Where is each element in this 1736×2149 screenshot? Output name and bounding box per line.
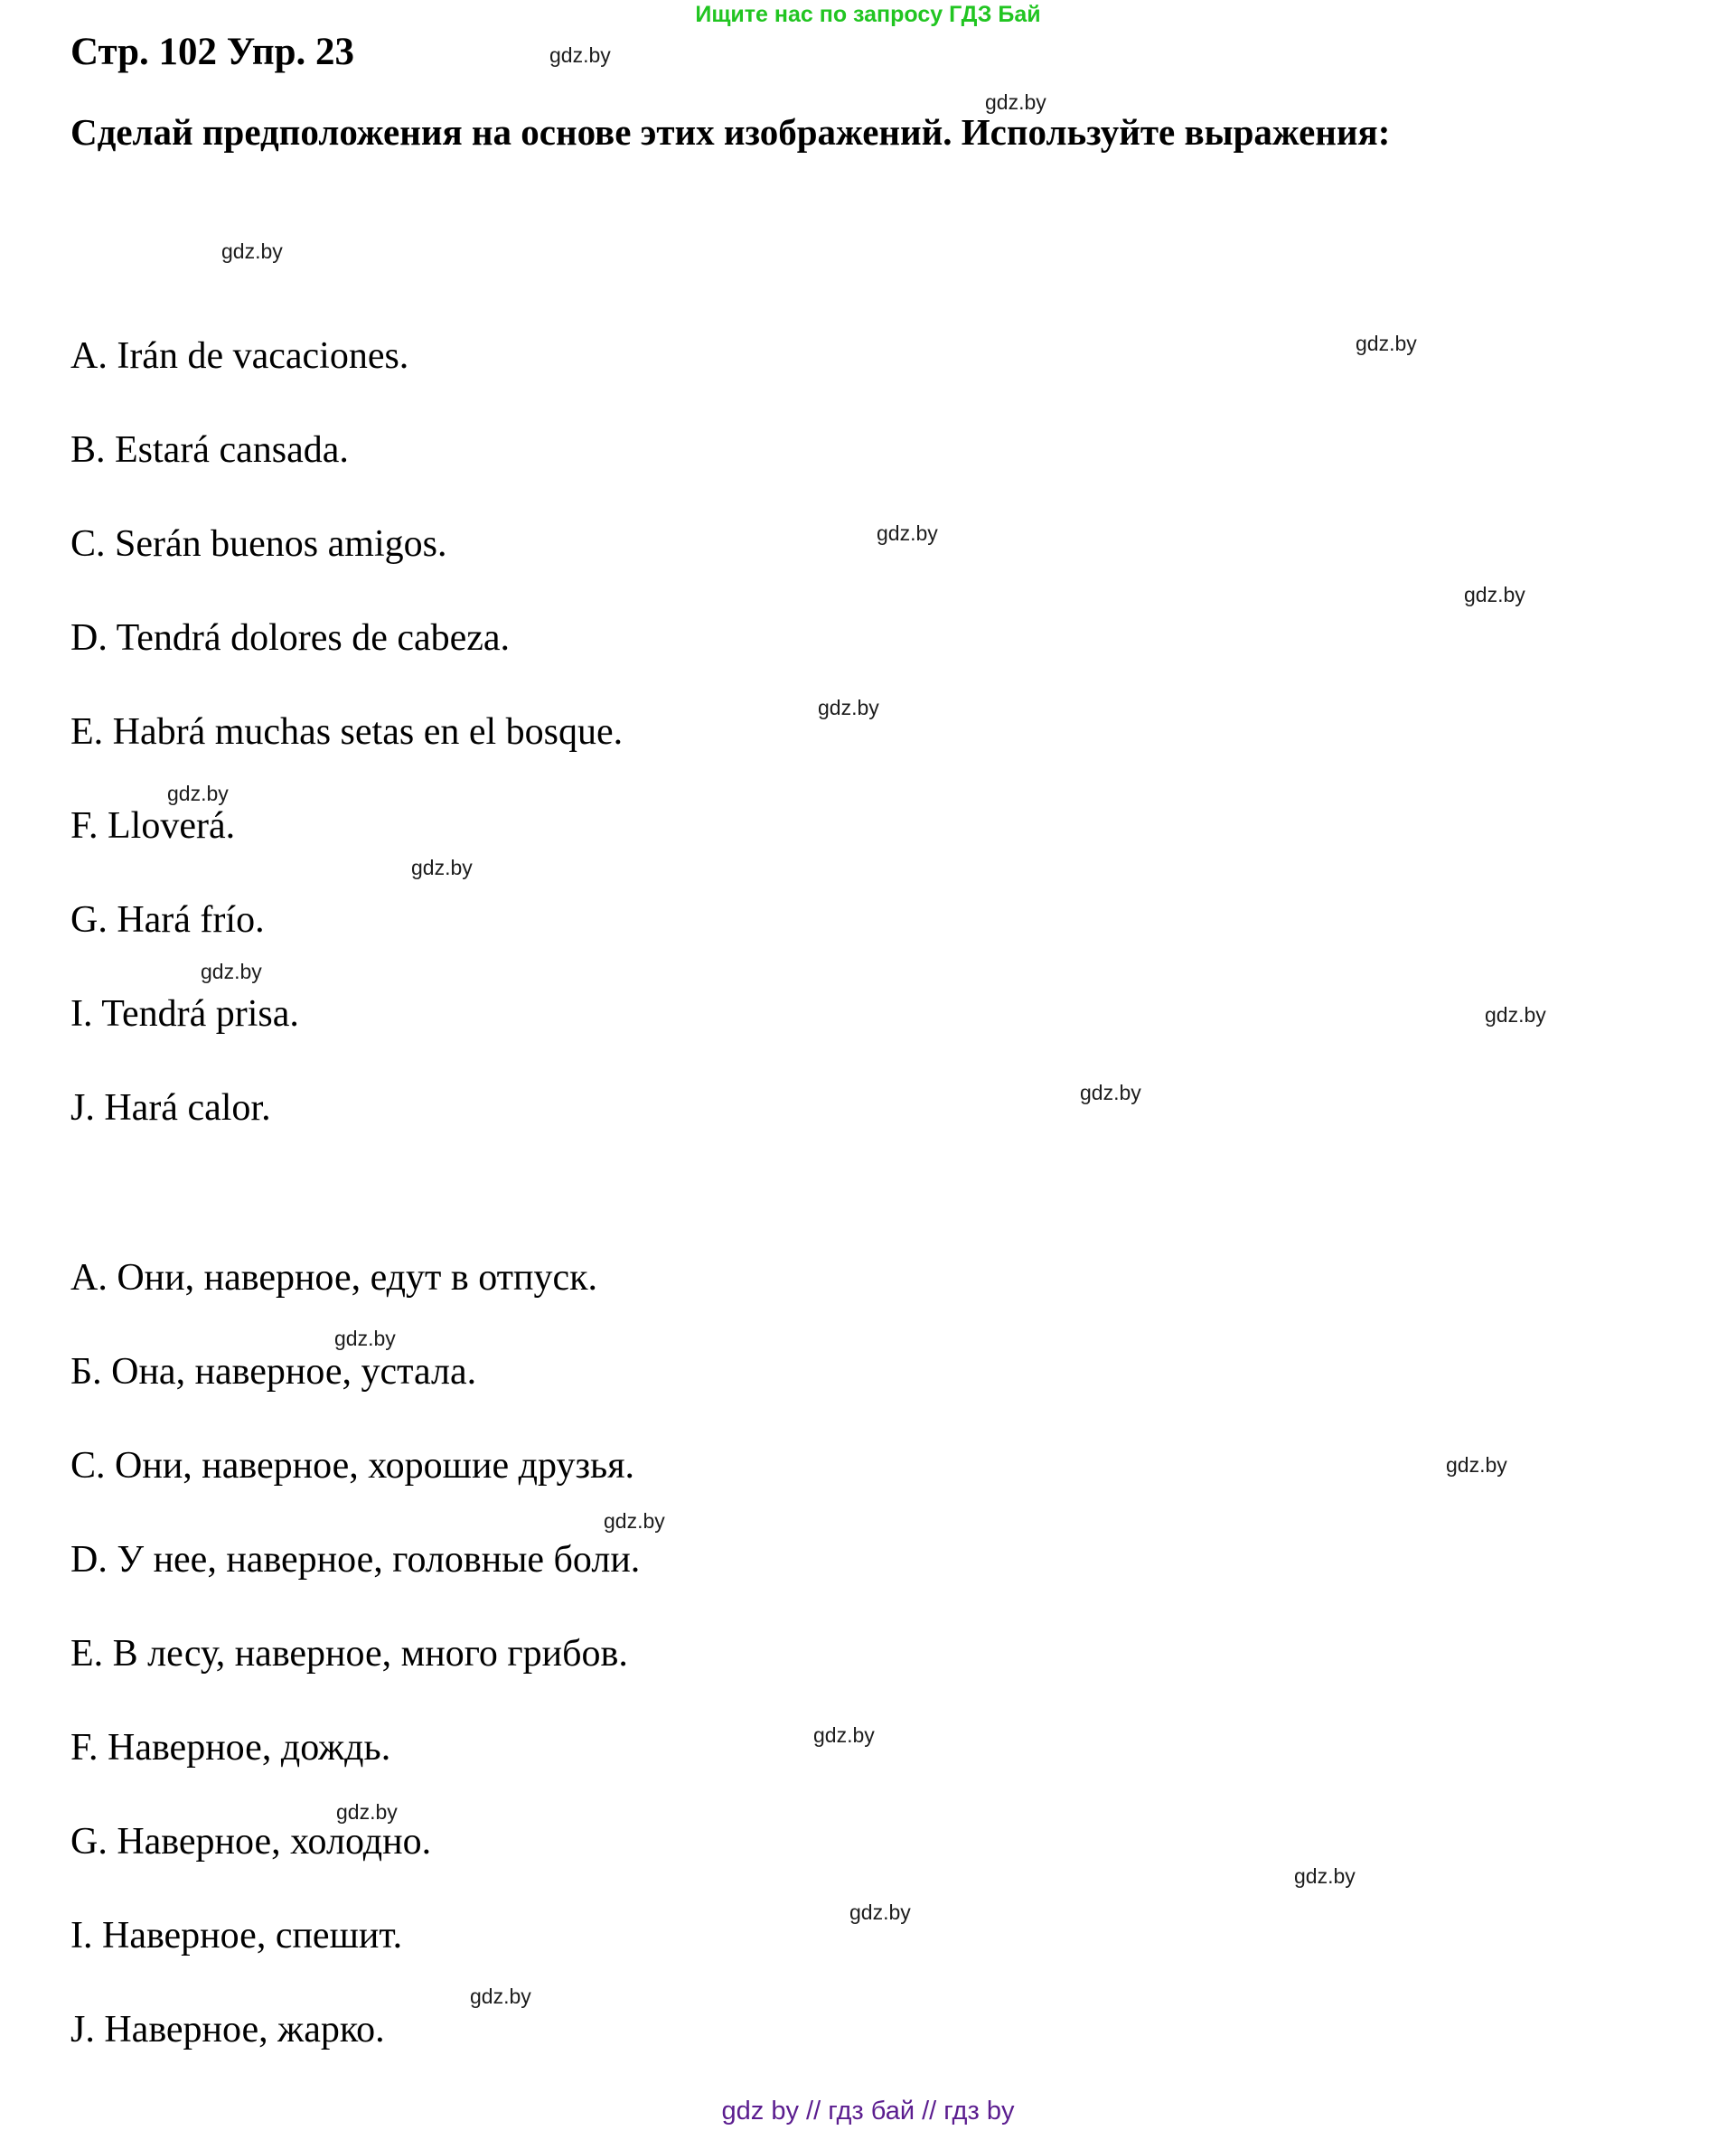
promo-banner: Ищите нас по запросу ГДЗ Бай [695, 2, 1041, 27]
list-item: J. Hará calor. [70, 1087, 271, 1129]
watermark-stamp: gdz.by [201, 960, 262, 983]
watermark-stamp: gdz.by [221, 239, 283, 263]
list-item: E. Habrá muchas setas en el bosque. [70, 711, 624, 753]
watermark-stamp: gdz.by [1446, 1453, 1507, 1477]
watermark-stamp: gdz.by [549, 43, 611, 67]
list-item: J. Наверное, жарко. [70, 2009, 385, 2050]
list-item: G. Hará frío. [70, 899, 265, 941]
list-item: D. Tendrá dolores de cabeza. [70, 617, 511, 659]
task-instruction: Сделай предположения на основе этих изображений. Используйте выражения: [70, 111, 1391, 153]
watermark-stamp: gdz.by [1485, 1003, 1546, 1027]
list-item: D. У нее, наверное, головные боли. [70, 1539, 641, 1581]
list-item: I. Tendrá prisa. [70, 993, 299, 1035]
watermark-stamp: gdz.by [1080, 1081, 1141, 1104]
watermark-stamp: gdz.by [336, 1800, 398, 1824]
list-item: F. Наверное, дождь. [70, 1727, 391, 1769]
watermark-stamp: gdz.by [1356, 332, 1417, 355]
watermark-stamp: gdz.by [1294, 1864, 1356, 1888]
footer-brand: gdz by // гдз бай // гдз by [721, 2097, 1015, 2126]
watermark-stamp: gdz.by [411, 856, 473, 879]
watermark-stamp: gdz.by [985, 90, 1046, 114]
watermark-stamp: gdz.by [604, 1509, 665, 1533]
list-item: A. Irán de vacaciones. [70, 335, 409, 377]
list-item: G. Наверное, холодно. [70, 1821, 432, 1863]
list-item: А. Они, наверное, едут в отпуск. [70, 1257, 598, 1299]
watermark-stamp: gdz.by [813, 1723, 875, 1747]
russian-answer-list [70, 1258, 640, 2104]
list-item: C. Serán buenos amigos. [70, 523, 447, 565]
watermark-stamp: gdz.by [334, 1327, 396, 1350]
watermark-stamp: gdz.by [470, 1985, 531, 2008]
list-item: I. Наверное, спешит. [70, 1915, 403, 1957]
list-item: С. Они, наверное, хорошие друзья. [70, 1445, 635, 1487]
list-item: B. Estará cansada. [70, 429, 349, 471]
list-item: F. Lloverá. [70, 805, 236, 847]
watermark-stamp: gdz.by [1464, 583, 1525, 606]
list-item: E. В лесу, наверное, много грибов. [70, 1633, 628, 1675]
spanish-answer-list [70, 336, 623, 1182]
list-item: Б. Она, наверное, устала. [70, 1351, 477, 1393]
watermark-stamp: gdz.by [849, 1900, 911, 1924]
watermark-stamp: gdz.by [818, 696, 879, 719]
watermark-stamp: gdz.by [167, 782, 229, 805]
page-reference-heading: Стр. 102 Упр. 23 [70, 31, 355, 73]
watermark-stamp: gdz.by [877, 521, 938, 545]
